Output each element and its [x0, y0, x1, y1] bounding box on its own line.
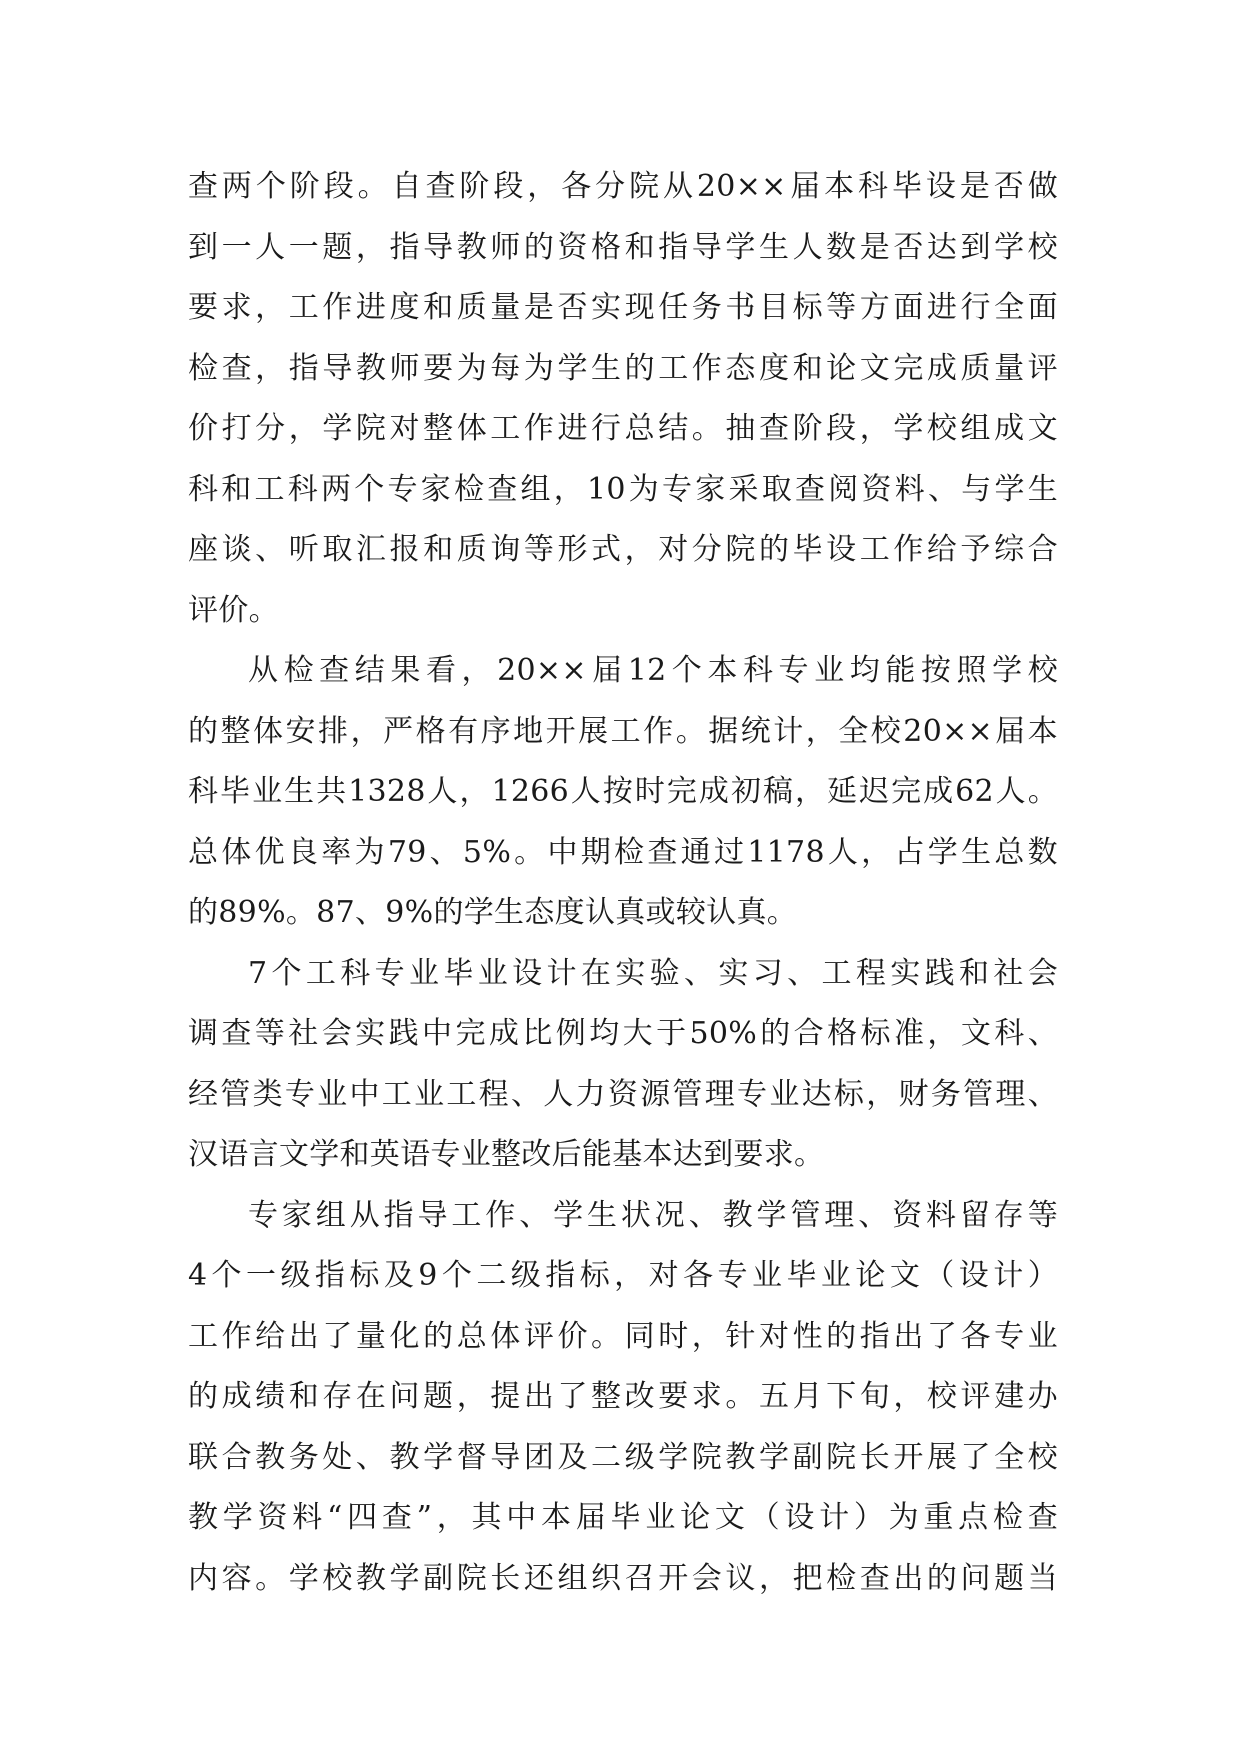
- text-line: 从检查结果看，20××届12个本科专业均能按照学校: [248, 653, 1058, 688]
- text-line: 经管类专业中工业工程、人力资源管理专业达标，财务管理、: [188, 1076, 1058, 1112]
- text-line: 科和工科两个专家检查组，10为专家采取查阅资料、与学生: [188, 471, 1058, 507]
- text-line: 到一人一题，指导教师的资格和指导学生人数是否达到学校: [188, 229, 1058, 265]
- text-line: 教学资料“四查”，其中本届毕业论文（设计）为重点检查: [188, 1500, 1058, 1535]
- text-line: 联合教务处、教学督导团及二级学院教学副院长开展了全校: [188, 1439, 1058, 1475]
- text-line: 要求，工作进度和质量是否实现任务书目标等方面进行全面: [188, 290, 1058, 325]
- text-line: 检查，指导教师要为每为学生的工作态度和论文完成质量评: [188, 350, 1058, 386]
- text-line: 总体优良率为79、5%。中期检查通过1178人，占学生总数: [188, 834, 1058, 870]
- text-line: 专家组从指导工作、学生状况、教学管理、资料留存等: [248, 1197, 1058, 1233]
- text-line: 科毕业生共1328人，1266人按时完成初稿，延迟完成62人。: [188, 774, 1058, 809]
- document-body: [188, 157, 1058, 1609]
- text-line: 评价。: [188, 592, 279, 628]
- text-line: 内容。学校教学副院长还组织召开会议，把检查出的问题当: [188, 1560, 1058, 1596]
- text-line: 的整体安排，严格有序地开展工作。据统计，全校20××届本: [188, 713, 1058, 749]
- text-line: 的成绩和存在问题，提出了整改要求。五月下旬，校评建办: [188, 1379, 1058, 1414]
- text-line: 7个工科专业毕业设计在实验、实习、工程实践和社会: [248, 955, 1058, 991]
- text-line: 调查等社会实践中完成比例均大于50%的合格标准，文科、: [188, 1016, 1058, 1051]
- text-line: 的89%。87、9%的学生态度认真或较认真。: [188, 895, 798, 930]
- text-line: 汉语言文学和英语专业整改后能基本达到要求。: [188, 1137, 825, 1172]
- text-line: 价打分，学院对整体工作进行总结。抽查阶段，学校组成文: [188, 411, 1058, 446]
- text-line: 座谈、听取汇报和质询等形式，对分院的毕设工作给予综合: [188, 532, 1058, 567]
- text-line: 工作给出了量化的总体评价。同时，针对性的指出了各专业: [188, 1318, 1058, 1354]
- text-line: 查两个阶段。自查阶段，各分院从20××届本科毕设是否做: [188, 169, 1058, 204]
- text-line: 4个一级指标及9个二级指标，对各专业毕业论文（设计）: [188, 1258, 1058, 1293]
